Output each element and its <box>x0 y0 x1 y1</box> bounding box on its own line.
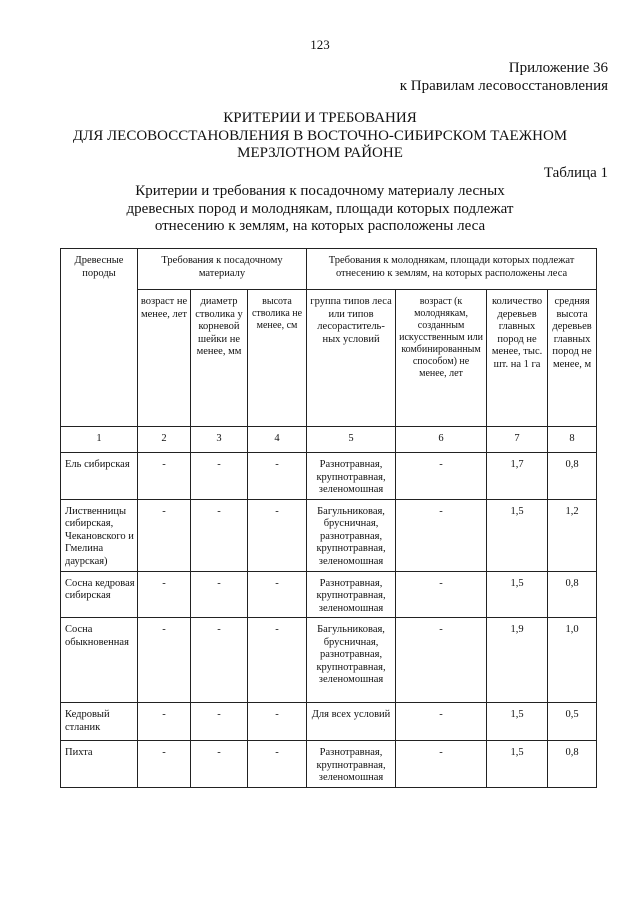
criteria-table <box>60 248 597 788</box>
cell-species: Сосна кедровая сибирская <box>61 571 138 618</box>
appendix-subtitle: к Правилам лесовосстановления <box>399 78 608 94</box>
cell-tree-count: 1,7 <box>487 453 548 500</box>
column-number: 2 <box>138 427 191 453</box>
cell-average-height: 1,2 <box>548 499 597 571</box>
cell-young-age: - <box>396 741 487 788</box>
cell-species: Лиственницы сибирская, Чекановского и Гмелина даурская) <box>61 499 138 571</box>
cell-height: - <box>248 618 307 703</box>
cell-forest-type: Разнотравная, крупнотравная, зеленомошная <box>307 453 396 500</box>
table-label: Таблица 1 <box>543 165 608 181</box>
cell-average-height: 0,8 <box>548 571 597 618</box>
document-title-line-1: КРИТЕРИИ И ТРЕБОВАНИЯ <box>223 110 417 126</box>
table-row <box>61 499 597 571</box>
cell-age: - <box>138 453 191 500</box>
table-row <box>61 741 597 788</box>
header-planting-material: Требования к посадочному материалу <box>138 249 307 290</box>
cell-diameter: - <box>191 571 248 618</box>
document-title <box>40 110 600 163</box>
cell-species: Пихта <box>61 741 138 788</box>
cell-diameter: - <box>191 453 248 500</box>
document-title-line-2: ДЛЯ ЛЕСОВОССТАНОВЛЕНИЯ В ВОСТОЧНО-СИБИРСКОМ ТАЕЖНОМ <box>72 127 568 144</box>
cell-age: - <box>138 741 191 788</box>
subheader-height: высота стволика не менее, см <box>248 290 307 427</box>
cell-diameter: - <box>191 741 248 788</box>
cell-young-age: - <box>396 703 487 741</box>
cell-height: - <box>248 703 307 741</box>
cell-diameter: - <box>191 618 248 703</box>
cell-age: - <box>138 618 191 703</box>
cell-young-age: - <box>396 453 487 500</box>
cell-height: - <box>248 499 307 571</box>
cell-young-age: - <box>396 571 487 618</box>
column-number: 7 <box>487 427 548 453</box>
cell-average-height: 0,5 <box>548 703 597 741</box>
column-number: 6 <box>396 427 487 453</box>
table-row <box>61 618 597 703</box>
table-row <box>61 571 597 618</box>
appendix-title: Приложение 36 <box>508 60 608 76</box>
cell-species: Кедровый стланик <box>61 703 138 741</box>
column-number: 4 <box>248 427 307 453</box>
cell-tree-count: 1,5 <box>487 499 548 571</box>
header-species: Древесные породы <box>61 249 138 427</box>
cell-average-height: 1,0 <box>548 618 597 703</box>
table-caption-line-1: Критерии и требования к посадочному материалу лесных <box>135 183 505 199</box>
cell-forest-type: Разнотравная, крупнотравная, зеленомошная <box>307 571 396 618</box>
cell-forest-type: Разнотравная, крупнотравная, зеленомошная <box>307 741 396 788</box>
subheader-average-height: средняя высота деревьев главных пород не менее, м <box>548 290 597 427</box>
cell-forest-type: Багульниковая, брусничная, разнотравная, крупнотравная, зеленомошная <box>307 499 396 571</box>
column-number: 1 <box>61 427 138 453</box>
table-caption-line-2: древесных пород и молоднякам, площади которых подлежат <box>126 200 514 217</box>
cell-average-height: 0,8 <box>548 453 597 500</box>
subheader-age: возраст не менее, лет <box>138 290 191 427</box>
cell-species: Сосна обыкновенная <box>61 618 138 703</box>
table-row <box>61 703 597 741</box>
subheader-diameter: диаметр стволика у корневой шейки не менее, мм <box>191 290 248 427</box>
subheader-tree-count: количество деревьев главных пород не менее, тыс. шт. на 1 га <box>487 290 548 427</box>
column-numbers-row <box>61 427 597 453</box>
cell-tree-count: 1,5 <box>487 741 548 788</box>
cell-age: - <box>138 703 191 741</box>
document-title-line-3: МЕРЗЛОТНОМ РАЙОНЕ <box>237 145 403 161</box>
cell-species: Ель сибирская <box>61 453 138 500</box>
column-number: 3 <box>191 427 248 453</box>
column-number: 5 <box>307 427 396 453</box>
cell-height: - <box>248 571 307 618</box>
cell-young-age: - <box>396 618 487 703</box>
column-number: 8 <box>548 427 597 453</box>
header-young-stands: Требования к молоднякам, площади которых подлежат отнесению к землям, на которых расположены леса <box>307 249 597 290</box>
cell-forest-type: Багульниковая, брусничная, разнотравная, крупнотравная, зеленомошная <box>307 618 396 703</box>
cell-tree-count: 1,5 <box>487 571 548 618</box>
cell-young-age: - <box>396 499 487 571</box>
cell-tree-count: 1,5 <box>487 703 548 741</box>
cell-diameter: - <box>191 703 248 741</box>
header-row-columns <box>61 290 597 427</box>
subheader-forest-type: группа типов леса или типов лесораститель-ных условий <box>307 290 396 427</box>
table-row <box>61 453 597 500</box>
table-caption-line-3: отнесению к землям, на которых расположены леса <box>154 218 486 234</box>
cell-age: - <box>138 499 191 571</box>
cell-tree-count: 1,9 <box>487 618 548 703</box>
cell-diameter: - <box>191 499 248 571</box>
header-row-groups <box>61 249 597 290</box>
subheader-young-age: возраст (к молоднякам, созданным искусственным или комбинированным способом) не менее, лет <box>396 290 487 427</box>
page-number: 123 <box>310 37 330 52</box>
cell-average-height: 0,8 <box>548 741 597 788</box>
cell-height: - <box>248 741 307 788</box>
table-caption <box>60 183 580 236</box>
cell-age: - <box>138 571 191 618</box>
cell-forest-type: Для всех условий <box>307 703 396 741</box>
cell-height: - <box>248 453 307 500</box>
